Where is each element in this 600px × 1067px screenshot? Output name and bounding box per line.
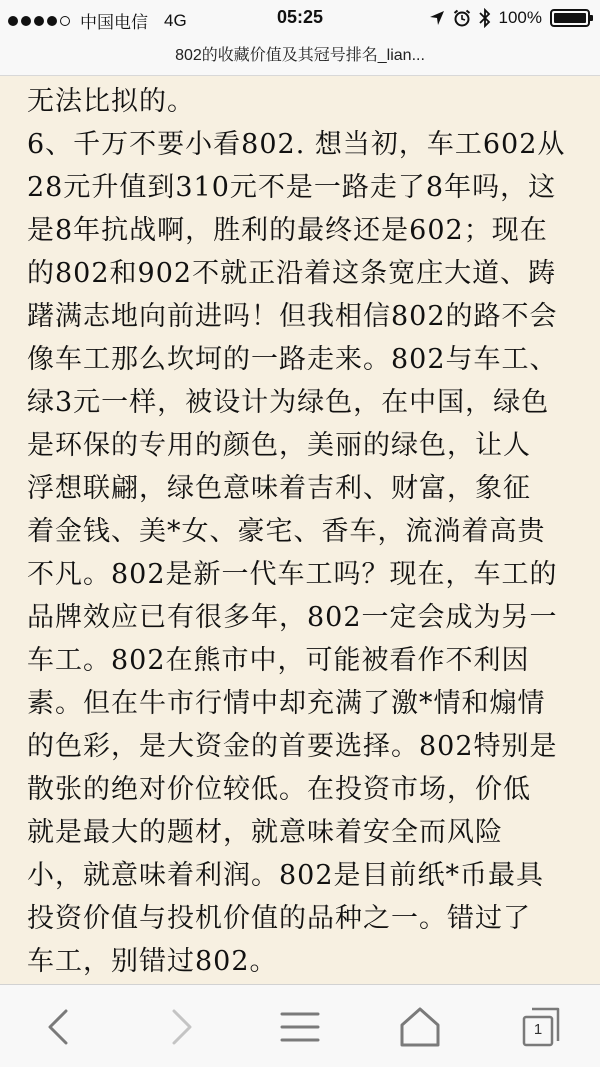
article-line: 品牌效应已有很多年，802一定会成为另一: [27, 602, 558, 633]
article-line: 的色彩，是大资金的首要选择。802特别是: [27, 731, 558, 762]
back-button[interactable]: [30, 997, 90, 1057]
tab-count: 1: [533, 1021, 543, 1038]
page-title: 802的收藏价值及其冠号排名_lian...: [175, 47, 425, 64]
bottom-toolbar: [0, 984, 600, 1067]
article-line: 浮想联翩，绿色意味着吉利、财富，象征: [27, 473, 531, 504]
bluetooth-icon: [479, 8, 491, 28]
article-line: 车工，别错过802。: [27, 946, 278, 977]
article-line: 的802和902不就正沿着这条宽庄大道、踌: [27, 258, 557, 289]
article-content[interactable]: [0, 76, 600, 988]
menu-button[interactable]: [270, 997, 330, 1057]
article-line: 散张的绝对价位较低。在投资市场，价低: [27, 774, 531, 805]
article-line: 躇满志地向前进吗！但我相信802的路不会: [27, 301, 558, 332]
article-line: 28元升值到310元不是一路走了8年吗，这: [27, 172, 557, 203]
menu-icon: [270, 997, 330, 1057]
battery-percentage: 100%: [498, 8, 542, 27]
article-line: 像车工那么坎坷的一路走来。802与车工、: [27, 344, 558, 375]
page-title-bar[interactable]: [0, 38, 600, 76]
article-line: 不凡。802是新一代车工吗？现在，车工的: [27, 559, 558, 590]
article-line: 6、千万不要小看802. 想当初，车工602从: [27, 129, 566, 160]
home-icon: [390, 997, 450, 1057]
article-line: 小，就意味着利润。802是目前纸*币最具: [27, 860, 545, 891]
status-right: [429, 8, 590, 28]
article-line: 是8年抗战啊，胜利的最终还是602；现在: [27, 215, 548, 246]
battery-icon: [550, 9, 590, 27]
alarm-clock-icon: [453, 9, 471, 27]
carrier-name: 中国电信: [80, 13, 148, 32]
status-time: 05:25: [276, 7, 324, 27]
forward-button[interactable]: [150, 997, 210, 1057]
article-line: 绿3元一样，被设计为绿色，在中国，绿色: [27, 387, 550, 418]
article-line: 是环保的专用的颜色，美丽的绿色，让人: [27, 430, 531, 461]
forward-arrow-icon: [150, 997, 210, 1057]
home-button[interactable]: [390, 997, 450, 1057]
network-type: 4G: [164, 10, 187, 30]
location-arrow-icon: [429, 10, 445, 26]
article-text: [27, 80, 565, 983]
article-line: 投资价值与投机价值的品种之一。错过了: [27, 903, 531, 934]
article-line: 素。但在牛市行情中却充满了激*情和煽情: [27, 688, 546, 719]
article-line: 车工。802在熊市中，可能被看作不利因: [27, 645, 530, 676]
article-line: 着金钱、美*女、豪宅、香车，流淌着高贵: [27, 516, 546, 547]
article-line: 无法比拟的。: [27, 86, 195, 117]
status-bar: [0, 0, 600, 38]
article-line: 就是最大的题材，就意味着安全而风险: [27, 817, 503, 848]
tabs-button[interactable]: [510, 997, 570, 1057]
back-arrow-icon: [30, 997, 90, 1057]
